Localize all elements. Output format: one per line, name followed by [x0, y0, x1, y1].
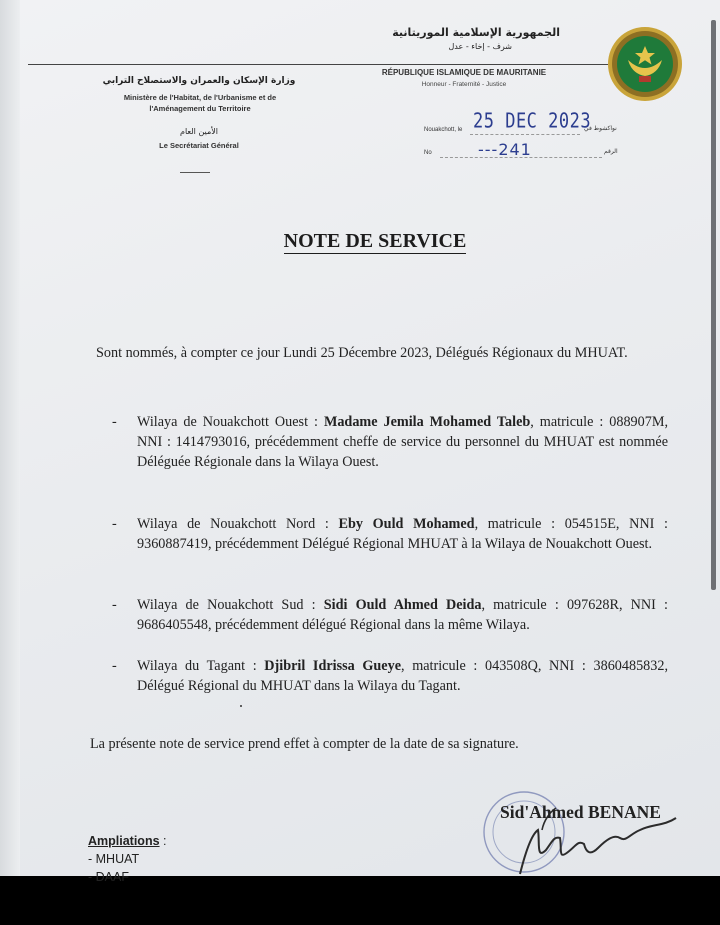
intro-paragraph: Sont nommés, à compter ce jour Lundi 25 Décembre 2023, Délégués Régionaux du MHUAT. [96, 345, 628, 361]
arabic-motto: شرف - إخاء - عدل [448, 42, 512, 51]
list-item: - Wilaya du Tagant : Djibril Idrissa Gueye, matricule : 043508Q, NNI : 3860485832, Délégué Régional du MHUAT dans la Wilaya du Tagant. [112, 658, 668, 694]
ampliations: Ampliations : - MHUAT - DAAF [88, 834, 167, 884]
ministry-line: Ministère de l'Habitat, de l'Urbanisme et de [123, 93, 277, 102]
list-item: - Wilaya de Nouakchott Sud : Sidi Ould Ahmed Deida, matricule : 097628R, NNI : 9686405548, précédemment délégué Régional dans la même Wilaya. [112, 597, 668, 633]
header-rule [28, 64, 608, 65]
ministry-line: l'Aménagement du Territoire [149, 104, 251, 113]
list-item: - Wilaya de Nouakchott Ouest : Madame Jemila Mohamed Taleb, matricule : 088907M, NNI : 1414793016, précédemment cheffe de service du personnel du MHUAT est nommée Déléguée Régionale dans la Wilaya Ouest. [112, 414, 668, 470]
page-left-edge [0, 0, 20, 876]
national-seal-icon [606, 26, 684, 102]
document-title: NOTE DE SERVICE [283, 230, 467, 252]
ministry-arabic: وزارة الإسكان والعمران والاستصلاح الترابي [102, 76, 296, 86]
date-label-arabic: نواكشوط في [584, 126, 617, 132]
ministry-name [92, 92, 308, 114]
closing-paragraph: La présente note de service prend effet à compter de la date de sa signature. [90, 736, 519, 752]
number-label-arabic: الرقم [604, 149, 618, 155]
scrollbar[interactable] [711, 20, 716, 590]
list-item: - Wilaya de Nouakchott Nord : Eby Ould Mohamed, matricule : 054515E, NNI : 9360887419, précédemment Délégué Régional MHUAT à la Wilaya de Nouakchott Ouest. [112, 516, 669, 552]
date-stamp: 25 DEC 2023 [473, 110, 592, 134]
secretary-arabic: الأمين العام [179, 127, 219, 136]
number-label: No [424, 150, 432, 156]
date-label: Nouakchott, le [424, 127, 463, 133]
ampliations-label: Ampliations [88, 834, 160, 848]
republic-name: RÉPUBLIQUE ISLAMIQUE DE MAURITANIE [381, 68, 547, 77]
arabic-republic-name: الجمهورية الإسلامية الموريتانية [392, 26, 560, 39]
date-line [470, 134, 580, 135]
handwritten-number: ---241 [478, 140, 532, 159]
ampliation-item: - DAAF [88, 870, 129, 884]
ampliation-item: - MHUAT [88, 852, 140, 866]
divider [180, 172, 210, 173]
speck [240, 705, 242, 707]
signatory-name: Sid'Ahmed BENANE [500, 802, 661, 822]
republic-motto: Honneur - Fraternité - Justice [421, 81, 507, 88]
secretary-general: Le Secrétariat Général [159, 141, 239, 150]
